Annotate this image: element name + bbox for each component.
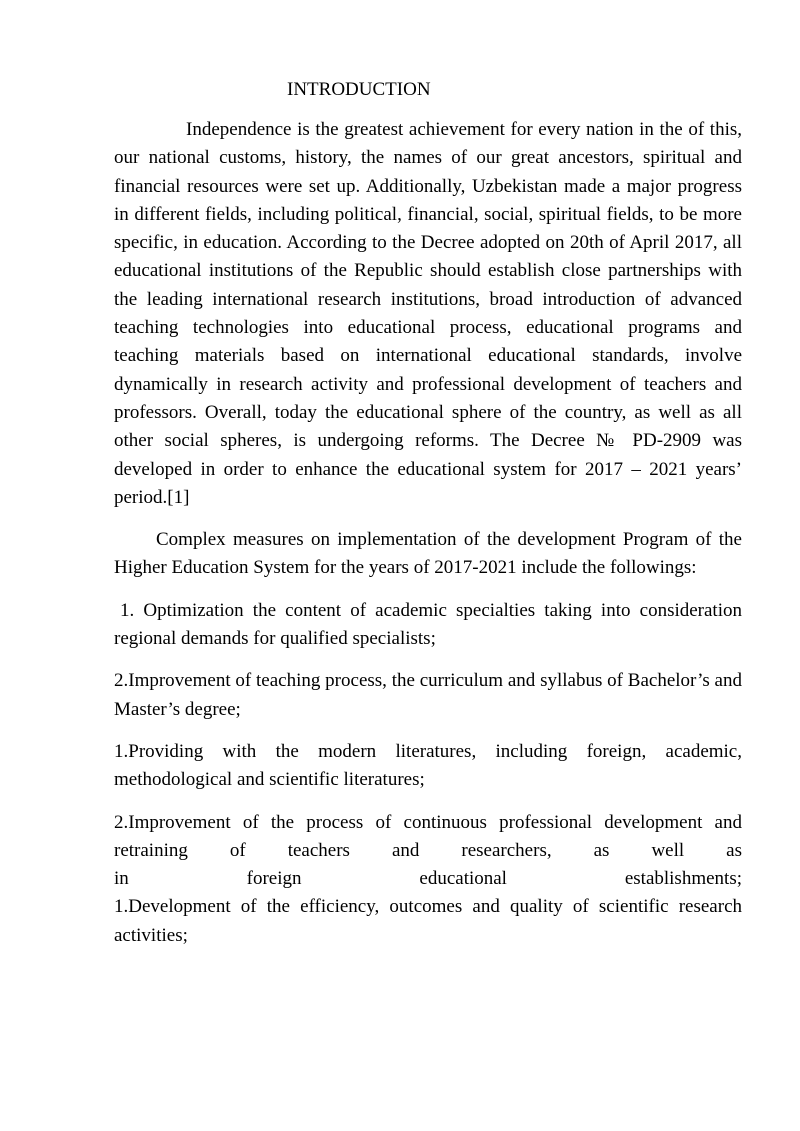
document-body bbox=[114, 76, 742, 950]
list-item-continuation: in foreign educational establishments; bbox=[114, 868, 742, 890]
measures-paragraph: Complex measures on implementation of the development Program of the Higher Education System for the years of 2017-2021 include the followings: bbox=[114, 529, 742, 579]
list-item: 1.Development of the efficiency, outcomes and quality of scientific research activities; bbox=[114, 896, 742, 946]
page-title: INTRODUCTION bbox=[287, 79, 431, 100]
list-item: 1.Providing with the modern literatures, including foreign, academic, methodological and scientific literatures; bbox=[114, 740, 742, 791]
list-item: 1. Optimization the content of academic specialties taking into consideration regional demands for qualified specialists; bbox=[114, 599, 742, 650]
list-item: 2.Improvement of teaching process, the curriculum and syllabus of Bachelor’s and Master’s degree; bbox=[114, 670, 742, 720]
list-item: 2.Improvement of the process of continuous professional development and retraining of teachers and researchers, as well as bbox=[114, 811, 742, 861]
intro-paragraph: Independence is the greatest achievement for every nation in the of this, our national customs, history, the names of our great ancestors, spiritual and financial resources were set up. Additionally, Uzbekistan made a major progress in different fields, including political, financial, social, spiritual fields, to be more specific, in education. According to the Decree adopted on 20th of April 2017, all educational institutions of the Republic should establish close partnerships with the leading international research institutions, broad introduction of advanced teaching technologies into educational process, educational programs and teaching materials based on international educational standards, involve dynamically in research activity and professional development of teachers and professors. Overall, today the educational sphere of the country, as well as all other social spheres, is undergoing reforms. The Decree № PD-2909 was developed in order to enhance the educational system for 2017 – 2021 years’ period.[1] bbox=[114, 119, 742, 508]
